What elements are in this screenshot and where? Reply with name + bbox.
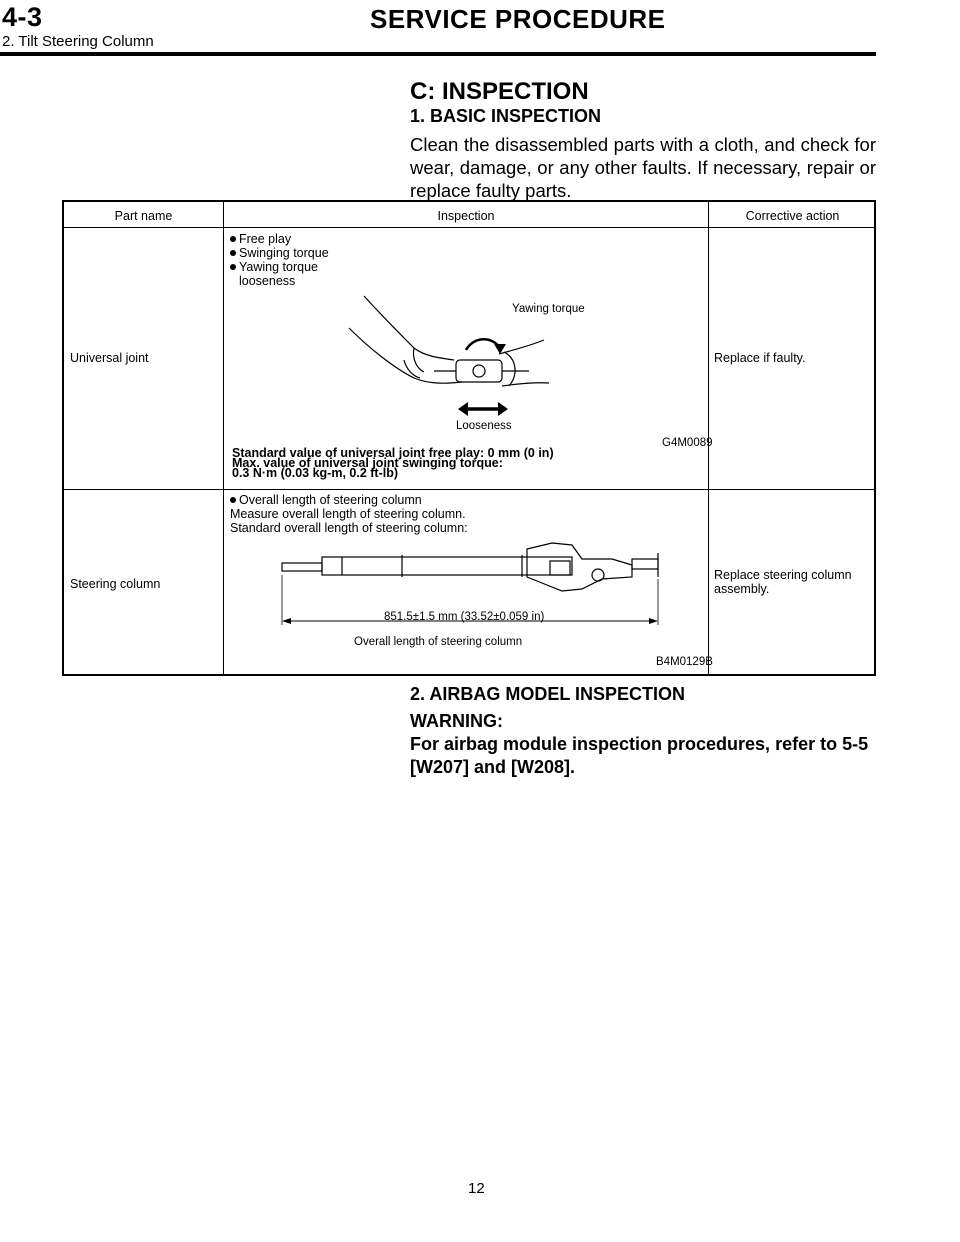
spec-free-play: Standard value of universal joint free play: 0 mm (0 in) (232, 446, 554, 460)
looseness-arrow (458, 402, 508, 416)
column-header-part: Part name (114, 209, 173, 223)
bracket-detail (550, 561, 570, 575)
page-title: SERVICE PROCEDURE (370, 4, 666, 34)
spec-swinging-torque-value: 0.3 N·m (0.03 kg-m, 0.2 ft-lb) (232, 466, 399, 480)
warning-label: WARNING: (410, 711, 503, 731)
spec-swinging-torque-label: Max. value of universal joint swinging torque: (232, 456, 503, 470)
figure-code: G4M0089 (662, 437, 713, 449)
label-yawing-torque: Yawing torque (512, 303, 585, 315)
column-tube (322, 557, 572, 575)
inspection-steering-column (230, 493, 468, 535)
universal-joint-figure (344, 288, 585, 433)
warning-text: For airbag module inspection procedures, refer to 5-5 [W207] and [W208]. (410, 734, 869, 777)
right-hand-outline (499, 340, 544, 354)
column-header-inspection: Inspection (437, 209, 495, 223)
dimension-caption: Overall length of steering column (354, 636, 523, 648)
list-item: Standard overall length of steering column: (230, 521, 468, 535)
column-header-action: Corrective action (745, 209, 840, 223)
section-subtitle: 2. Tilt Steering Column (2, 33, 154, 50)
list-item: Measure overall length of steering column. (230, 507, 466, 521)
section-heading: C: INSPECTION (410, 78, 589, 105)
joint-yoke (456, 360, 502, 382)
bullet-icon (230, 250, 236, 256)
bullet-icon (230, 264, 236, 270)
subsection-heading-basic: 1. BASIC INSPECTION (410, 106, 602, 126)
table-divider (64, 489, 874, 490)
part-universal-joint: Universal joint (70, 351, 149, 365)
inspection-bullets (230, 232, 329, 288)
finger-outline (504, 352, 515, 386)
joint-cross (473, 365, 485, 377)
inspection-table (62, 200, 876, 676)
bullet-icon (230, 497, 236, 503)
bracket-bolt (592, 569, 604, 581)
intro-paragraph: Clean the disassembled parts with a cloth, and check for wear, damage, or any other faults. If necessary, repair or replace faulty parts. (410, 134, 876, 201)
chapter-code: 4-3 (2, 2, 43, 32)
table-divider (223, 202, 224, 674)
action-line: Replace steering column (714, 568, 852, 582)
tilt-bracket (527, 543, 632, 591)
column-end (632, 559, 658, 569)
list-item: Free play (230, 232, 329, 246)
action-steering-column (714, 568, 852, 596)
header-rule (0, 52, 876, 56)
column-shaft (282, 563, 322, 571)
steering-column-figure (282, 539, 668, 639)
part-steering-column: Steering column (70, 577, 161, 591)
bullet-icon (230, 236, 236, 242)
figure-code: B4M0129B (656, 656, 713, 668)
table-divider (64, 227, 874, 228)
finger-outline (404, 360, 420, 378)
page-number: 12 (468, 1180, 485, 1197)
list-item: Swinging torque (230, 246, 329, 260)
list-item-continuation: looseness (239, 274, 296, 288)
list-item: Overall length of steering column (230, 493, 468, 507)
list-item: Yawing torque (230, 260, 329, 274)
label-looseness: Looseness (456, 420, 512, 432)
action-universal-joint: Replace if faulty. (714, 351, 806, 365)
action-line: assembly. (714, 582, 770, 596)
left-hand-outline (349, 328, 462, 383)
left-hand-outline (364, 296, 454, 360)
dimension-value: 851.5±1.5 mm (33.52±0.059 in) (384, 611, 545, 623)
subsection-heading-airbag: 2. AIRBAG MODEL INSPECTION (410, 684, 686, 704)
